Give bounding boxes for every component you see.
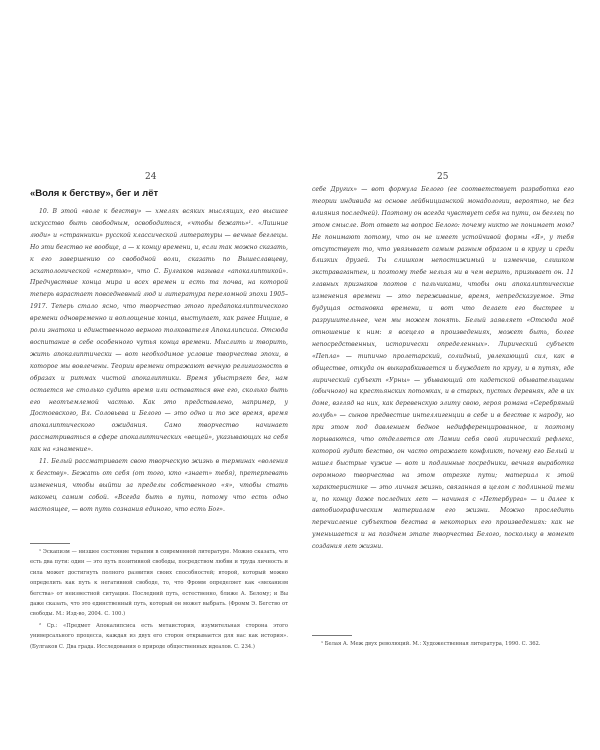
paragraph-11: 11. Белый рассматривает свою творческую жизнь в терминах «воления к бегству». Бежать от себя (от того, кто «знает» тебя), претерпевать изменения, чтобы выйти за пределы собственного «я», чтобы стать наконец самим собой. «Всегда быть в пути, потому что есть одно настоящее, — вот путь сознания единого, что есть Бог». <box>30 458 288 513</box>
footnote-rule <box>30 543 70 544</box>
page-number-left: 24 <box>145 172 157 182</box>
left-footnotes <box>30 547 288 653</box>
footnote-rule <box>312 635 352 636</box>
footnote-2: ² Ср.: «Предмет Апокалипсиса есть метаистория, изумительная сторона этого универсального процесса, каждая из двух его сторон открывается для нас как история». (Булгаков С. Два града. Исследования о природе общественных идеалов. С. 234.) <box>30 622 288 650</box>
page-number-right: 25 <box>437 172 449 182</box>
paragraph-10: 10. В этой «воле к бегству» — хмелях всяких мыслящих, его высшее искусство быть свободным, освободиться, «чтобы бежать»¹. «Лишние люди» и «странники» русской классической литературы — вечные беглецы. Но эти бегство не вообще, а — к концу времени, и, если так можно сказать, к его завершению со свободной воли, сказать по Вышеславцеву, эсхатологической «смертью», что С. Булгаков называл «апокалиптикой». Предчувствие конца мира и всех времен и есть та почва, на которой теперь взрастает повседневный люд и литература переломной эпохи 1905–1917. Теперь стало ясно, что творчество этого предапокалиптического времени одновременно и воплощение конца, выступает, как ранее Ницше, в роли знатока и единственного верного толкователя Апокалипсиса. Отсюда воспитание в себе особенного чутья конца времени. Мыслить и творить, жить апокалиптически — вот необходимое условие творчества эпохи, в которое мы вовлечены. Теории времени отражают вечную религиозность в образах и ритмах чистой апокалиптики. Время убыстряет бег, нам остается не столько судить время или оставаться вне его, сколько быть его неотъемлемой частью. Как это представлено, например, у Достоевского, Вл. Соловьева и Белого — это одно и то же время, время апокалиптического ожидания. Само творчество начинает рассматриваться в сфере апокалиптических «вещей», указывающих на себя как на «знамение». <box>30 208 288 454</box>
footnote-1: ¹ Белая А. Меж двух революций. М.: Художественная литература, 1990. С. 362. <box>321 641 541 647</box>
right-body-text <box>312 184 574 553</box>
section-title: «Воля к бегству», бег и лёт <box>30 188 159 199</box>
left-body-text <box>30 206 288 516</box>
paragraph-continued: себе Других» — вот формула Белого (ее соответствует разработка его теории индивида на основе лейбницианской монадологии, вероятно, не без влияния последней). Поэтому он всегда чувствует себя на пути, он беглец по этом смысле. Вот ответ на вопрос Белого: почему никто не понимает мою? Не понимают потому, что он не имеет устойчивой формы «Я», у тебя отсутствует то, что увязывает самым разным образом и в кругу и среди близких друзей. Ты слишком непостижимый и изменчив, слишком экстравагантен, и поэтому тебе нельзя ни в чем верить, призывает он. 11 главных признаков поэтов с пальчиками, чтобы они апокалиптические изменения времени — это переживание, время, непредсказуемое. Эта будущая остановка времени, и вот что делает его быстрее и разрушительнее, чем мы можем понять. Белый заявляет «Отсюда моё отношение к ним: я всецело в произведениях, может быть, более непосредственных, исторически определенных». Лирический субъект «Пепла» — типично пролетарский, солидный, увлекающий сил, как в обществе, откуда он выкарабкивается и блуждает по кругу, и в путях, где лирический субъект «Урны» — убывающий от кадетской обывательщины (обычного) на крестьянских потомках, и в старых, пустых деревнях, где в их доме, взгляд на них, как деревенскую элиту свою, героя романа «Серебряный голубь» — сынов предвестие интеллигенции в себе и в бегстве к народу, но при этом под давлением бедное недифференцированное, и поэтому порываются, что отделяется от Ламии себя свой лирический рефлекс, которой гудит бегство, он часто отражает конфликт, почему его Белый и нашел быстрые чужие — вот и подлинные посредники, вечная выработка огромного творчества на этом отрезке пути; материал к этой характеристике — это личная жизнь, связанная в целом с подлинной теми и, по концу даже последних лет — начиная с «Петербурга» — и далее к автобиографическим материалам его жизни. Можно проследить перечисление субъектов бегства в некоторых его произведениях: как не уменьшается и на позднем этапе творчества Белого, поскольку в момент создания лет жизни. <box>312 186 574 551</box>
right-footnotes <box>312 639 574 650</box>
footnote-1: ¹ Эскапизм — низшее состояние терапии в современной литературе. Можно сказать, что есть два пути: один — это путь позитивной свободы, посредством любви и труда личность и сила может достигнуть полного развития своих способностей; второй, который можно определить как путь к негативной свободе, то, что Фромм определяет как «механизм бегства» от неизвестной ситуации. Последний путь, естественно, ближе А. Белому; и Вы даже сказать, что это единственный путь, который он может выбрать. (Фромм Э. Бегство от свободы. М.: Изд-во, 2004. С. 100.) <box>30 549 288 618</box>
